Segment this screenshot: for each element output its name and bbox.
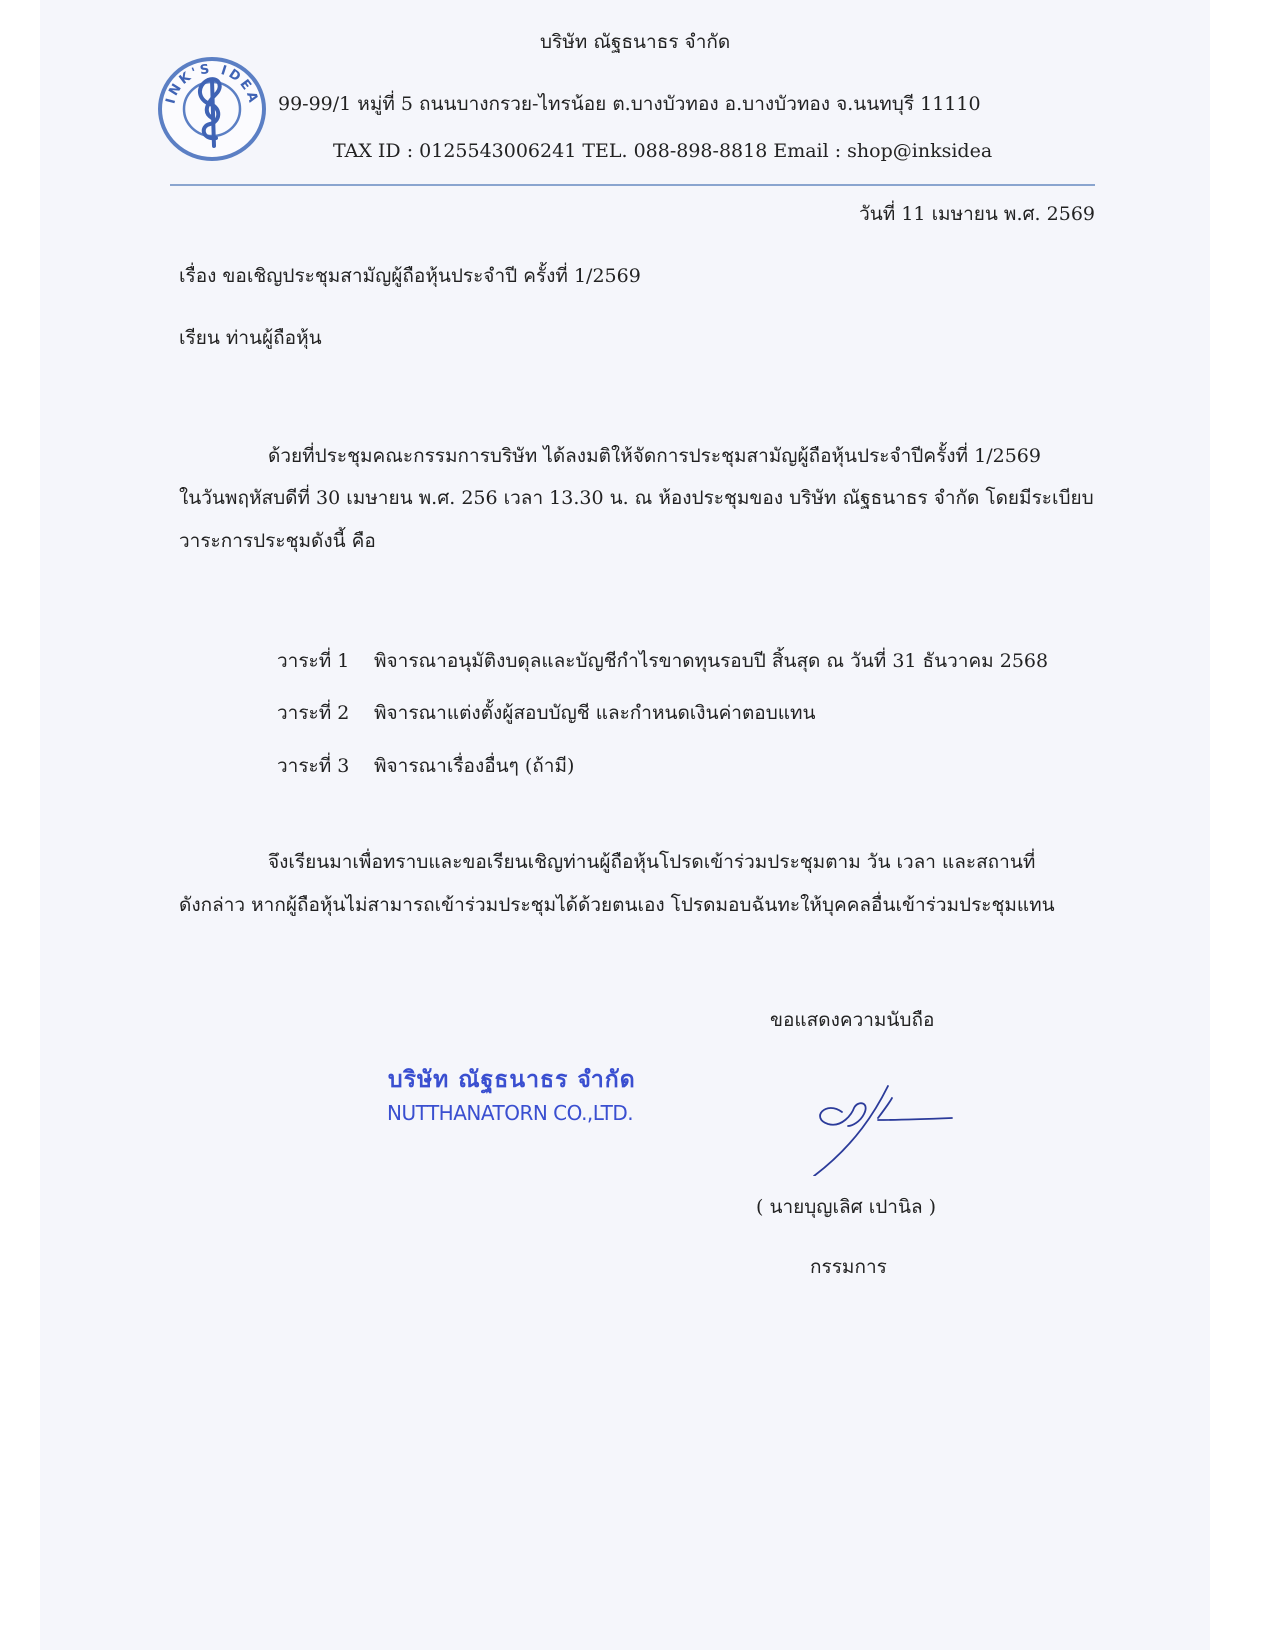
agenda-item-1: [277, 646, 1048, 676]
letter-regards: ขอแสดงความนับถือ: [770, 1009, 935, 1031]
letter-subject: เรื่อง ขอเชิญประชุมสามัญผู้ถือหุ้นประจำปี ครั้งที่ 1/2569: [179, 265, 641, 287]
agenda-number: วาระที่ 2: [277, 702, 350, 724]
letter-date: วันที่ 11 เมษายน พ.ศ. 2569: [859, 203, 1095, 225]
company-logo: [156, 56, 268, 162]
company-address: 99-99/1 หมู่ที่ 5 ถนนบางกรวย-ไทรน้อย ต.บางบัวทอง อ.บางบัวทอง จ.นนทบุรี 11110: [278, 93, 981, 115]
agenda-item-3: [277, 751, 574, 781]
agenda-number: วาระที่ 1: [277, 650, 350, 672]
stamp-english-name: NUTTHANATORN CO.,LTD.: [387, 1101, 634, 1125]
agenda-text: พิจารณาอนุมัติงบดุลและบัญชีกำไรขาดทุนรอบปี สิ้นสุด ณ วันที่ 31 ธันวาคม 2568: [374, 650, 1049, 672]
letter-salutation: เรียน ท่านผู้ถือหุ้น: [179, 327, 322, 349]
agenda-text: พิจารณาแต่งตั้งผู้สอบบัญชี และกำหนดเงินค่าตอบแทน: [374, 702, 816, 724]
company-name: บริษัท ณัฐธนาธร จำกัด: [540, 31, 731, 53]
stamp-thai-name: บริษัท ณัฐธนาธร จำกัด: [388, 1067, 636, 1093]
agenda-item-2: [277, 698, 816, 728]
intro-line-2: ในวันพฤหัสบดีที่ 30 เมษายน พ.ศ. 256 เวลา 13.30 น. ณ ห้องประชุมของ บริษัท ณัฐธนาธร จำกัด โดยมีระเบียบ: [179, 487, 1094, 509]
handwritten-signature: [812, 1080, 962, 1176]
agenda-number: วาระที่ 3: [277, 755, 350, 777]
intro-line-1: ด้วยที่ประชุมคณะกรรมการบริษัท ได้ลงมติให้จัดการประชุมสามัญผู้ถือหุ้นประจำปีครั้งที่ 1/2569: [268, 445, 1041, 467]
closing-line-2: ดังกล่าว หากผู้ถือหุ้นไม่สามารถเข้าร่วมประชุมได้ด้วยตนเอง โปรดมอบฉันทะให้บุคคลอื่นเข้าร่วมประชุมแทน: [179, 894, 1055, 916]
intro-line-3: วาระการประชุมดังนี้ คือ: [179, 530, 376, 552]
agenda-text: พิจารณาเรื่องอื่นๆ (ถ้ามี): [374, 755, 575, 777]
company-stamp: [387, 1062, 636, 1125]
signer-position: กรรมการ: [810, 1256, 887, 1278]
closing-line-1: จึงเรียนมาเพื่อทราบและขอเรียนเชิญท่านผู้ถือหุ้นโปรดเข้าร่วมประชุมตาม วัน เวลา และสถานที่: [268, 851, 1036, 873]
svg-text:INK'S IDEA: INK'S IDEA: [163, 61, 262, 107]
letter-page: [40, 0, 1210, 1650]
company-contact: TAX ID : 0125543006241 TEL. 088-898-8818 Email : shop@inksidea: [333, 140, 993, 162]
header-divider: [170, 184, 1095, 186]
signer-name: ( นายบุญเลิศ เปานิล ): [756, 1196, 937, 1218]
